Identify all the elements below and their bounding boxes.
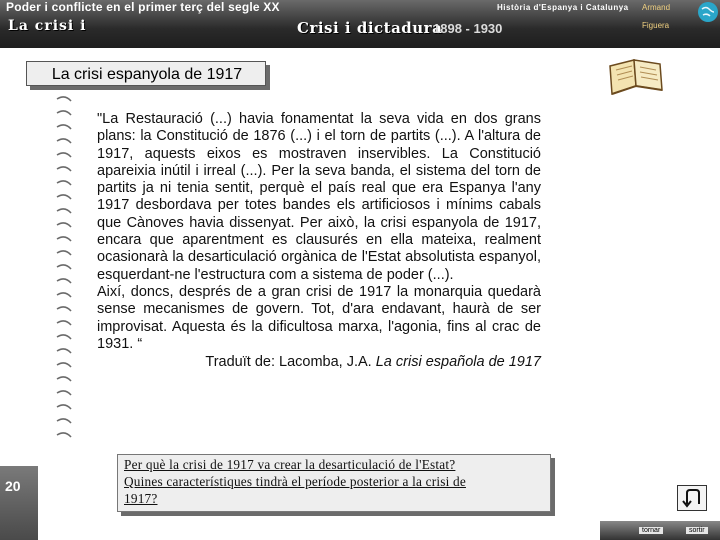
unit-title: La crisi i	[8, 18, 87, 34]
exit-link[interactable]: sortir	[686, 527, 708, 534]
notebook-spiral-icon	[55, 93, 75, 443]
back-link[interactable]: tornar	[639, 527, 663, 534]
slide-title	[26, 61, 266, 86]
question-box	[117, 454, 551, 512]
subject-title: Poder i conflicte en el primer terç del segle XX	[6, 0, 280, 14]
source-title: La crisi española de 1917	[375, 354, 541, 371]
author-first-name: Armand	[642, 3, 671, 12]
quote-text	[97, 111, 541, 371]
question-line-1: Per què la crisi de 1917 va crear la desarticulació de l'Estat?	[124, 457, 456, 472]
author-last-name: Figuera	[642, 21, 670, 30]
course-title: Història d'Espanya i Catalunya	[497, 3, 629, 12]
open-book-icon	[606, 56, 666, 98]
chapter-title: Crisi i dictadura	[297, 19, 443, 37]
source-author: Traduït de: Lacomba, J.A.	[205, 354, 372, 371]
page-number: 20	[5, 478, 21, 494]
globe-logo-icon	[696, 0, 720, 24]
return-arrow-icon	[678, 486, 706, 510]
quote-paragraph-2: Així, doncs, després de a gran crisi de 1917 la monarquia quedarà sense mecanismes de govern. Tot, d'ara endavant, haurà de ser improvisat. Aquesta és la dificultosa marxa, l'agonia, fins al crac de 1931. “	[97, 283, 541, 352]
chapter-years: 1898 - 1930	[433, 21, 503, 36]
slide-title-text: La crisi espanyola de 1917	[51, 66, 243, 83]
return-button[interactable]	[677, 485, 707, 511]
question-line-3: 1917?	[124, 491, 158, 506]
question-line-2: Quines característiques tindrà el període posterior a la crisi de	[124, 474, 466, 489]
quote-paragraph-1: "La Restauració (...) havia fonamentat la seva vida en dos grans plans: la Constitució de 1876 (...) i el torn de partits (...). A l'altura de 1917, aquests eixos es mostraven inservibles. La Constitució apareixia inútil i irreal (...). Per la seva banda, el sistema del torn de partits ja ni tenia sentit, perquè el país real que era Espanya l'any 1917 desbordava per totes bandes els artificiosos i mínims cabals que Cànoves havia dissenyat. Per això, la crisi espanyola de 1917, encara que aparentment es clausurés en ella mateixa, realment ocasionarà la desarticulació orgànica de l'Estat absolutista espanyol, esquerdant-ne l'estructura com a sistema de poder (...).	[97, 111, 541, 283]
quote-source	[97, 354, 541, 371]
